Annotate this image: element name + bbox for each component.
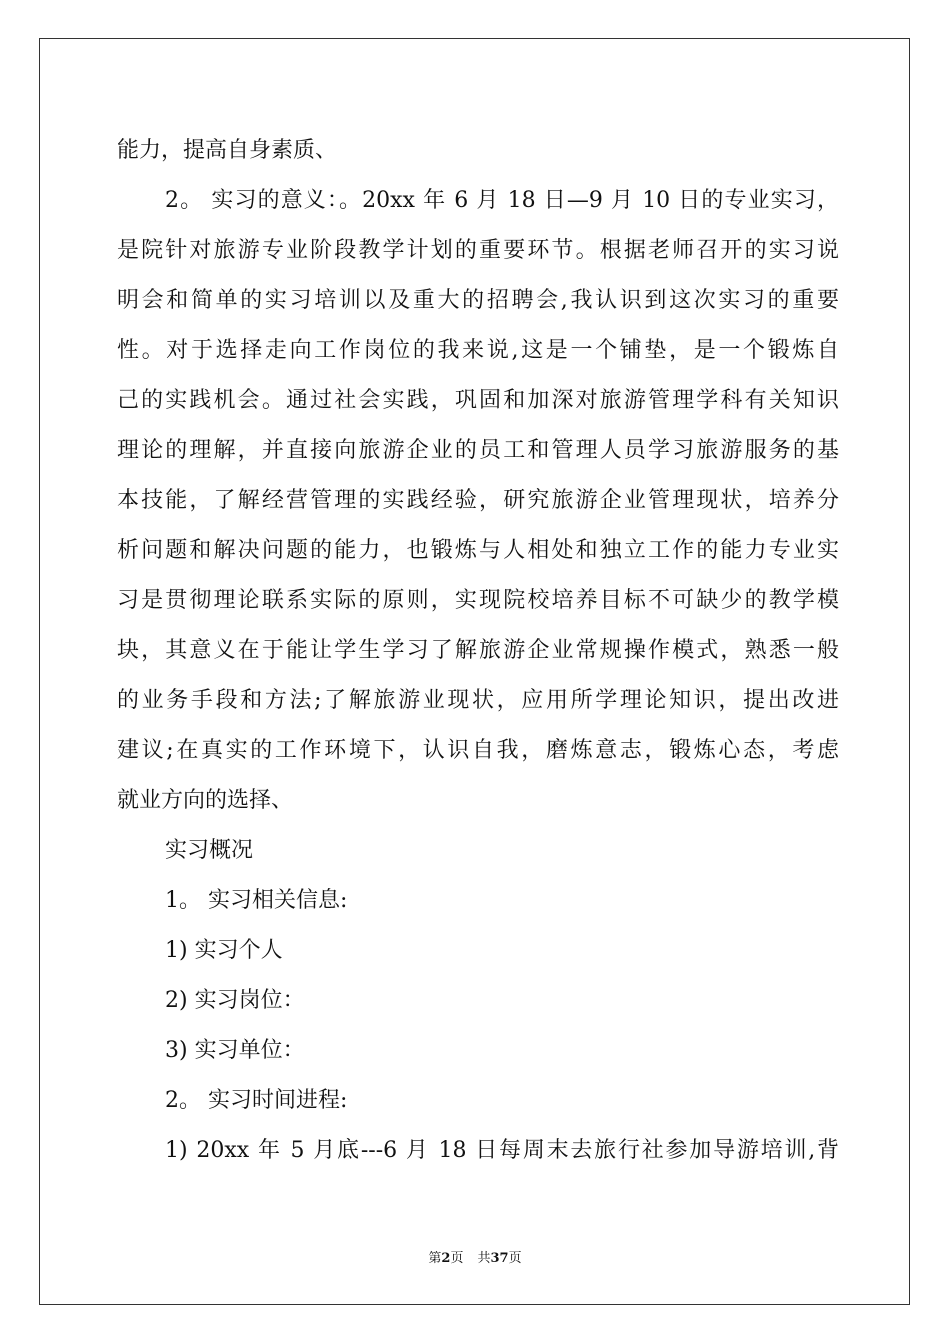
text-line: 建议;在真实的工作环境下，认识自我，磨炼意志，锻炼心态，考虑 bbox=[117, 738, 839, 763]
text-line: 是院针对旅游专业阶段教学计划的重要环节。根据老师召开的实习说 bbox=[117, 238, 839, 263]
text-line: 就业方向的选择、 bbox=[117, 788, 294, 813]
list-item: 1) 实习个人 bbox=[165, 938, 283, 963]
text-line: 本技能，了解经营管理的实践经验，研究旅游企业管理现状，培养分 bbox=[117, 488, 839, 513]
list-item: 1) 20xx 年 5 月底---6 月 18 日每周末去旅行社参加导游培训,背 bbox=[165, 1138, 839, 1163]
text-line: 能力，提高自身素质、 bbox=[117, 138, 338, 163]
footer-page-suffix: 页 bbox=[450, 1251, 464, 1266]
list-item: 2) 实习岗位： bbox=[165, 988, 305, 1013]
text-line: 习是贯彻理论联系实际的原则，实现院校培养目标不可缺少的教学模 bbox=[117, 588, 839, 613]
document-body bbox=[117, 126, 839, 1176]
text-line: 块，其意义在于能让学生学习了解旅游企业常规操作模式，熟悉一般 bbox=[117, 638, 839, 663]
page-footer bbox=[0, 1247, 950, 1266]
footer-page-prefix: 第 bbox=[428, 1251, 442, 1266]
text-line: 明会和简单的实习培训以及重大的招聘会,我认识到这次实习的重要 bbox=[117, 288, 839, 313]
list-item: 3) 实习单位： bbox=[165, 1038, 305, 1063]
footer-page-number: 2 bbox=[441, 1251, 451, 1266]
section-heading: 实习概况 bbox=[165, 838, 254, 863]
text-line: 1。 实习相关信息: bbox=[165, 888, 348, 913]
text-line: 2。 实习的意义：。20xx 年 6 月 18 日—9 月 10 日的专业实习， bbox=[165, 188, 839, 213]
text-line: 理论的理解，并直接向旅游企业的员工和管理人员学习旅游服务的基 bbox=[117, 438, 839, 463]
text-line: 的业务手段和方法;了解旅游业现状，应用所学理论知识，提出改进 bbox=[117, 688, 839, 713]
text-line: 2。 实习时间进程: bbox=[165, 1088, 348, 1113]
text-line: 性。对于选择走向工作岗位的我来说,这是一个铺垫，是一个锻炼自 bbox=[117, 338, 839, 363]
footer-total-pages: 37 bbox=[490, 1251, 509, 1266]
footer-total-suffix: 页 bbox=[508, 1251, 522, 1266]
text-line: 析问题和解决问题的能力，也锻炼与人相处和独立工作的能力专业实 bbox=[117, 538, 839, 563]
footer-total-prefix: 共 bbox=[477, 1251, 491, 1266]
text-line: 己的实践机会。通过社会实践，巩固和加深对旅游管理学科有关知识 bbox=[117, 388, 839, 413]
